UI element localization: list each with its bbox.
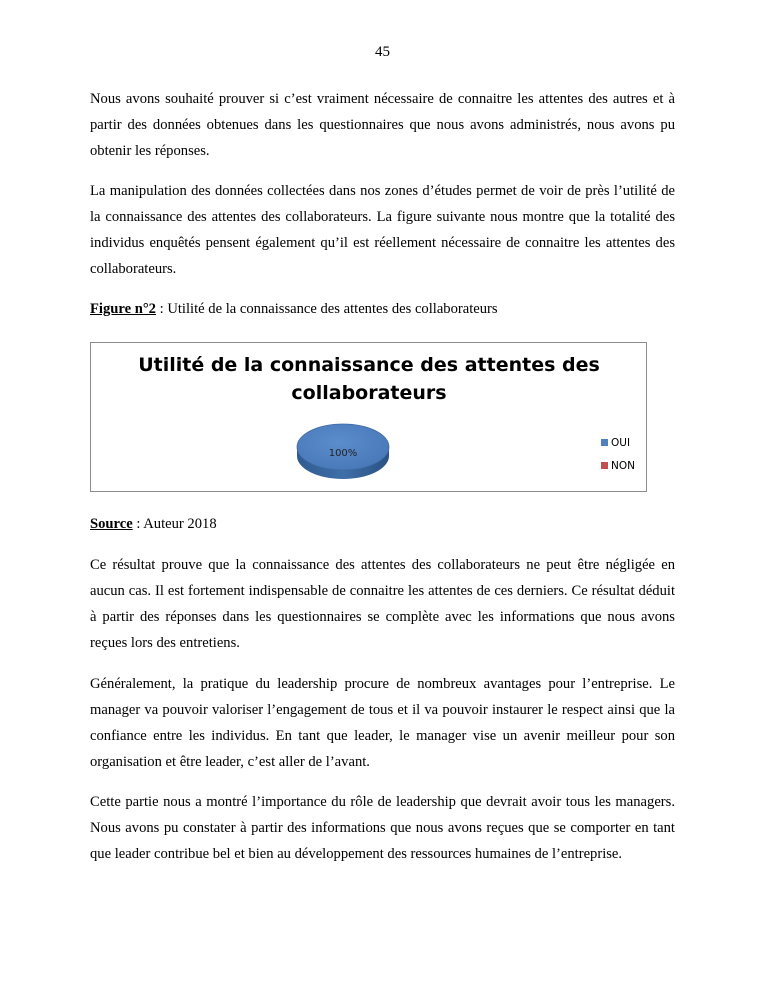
paragraph-3: Ce résultat prouve que la connaissance des attentes des collaborateurs ne peut être négligée en aucun cas. Il est fortement indispensable de connaitre les attentes de ces derniers. Ce résultat déduit à partir des réponses dans les questionnaires se complète avec les informations que nous avons reçues lors des entretiens. — [90, 557, 675, 651]
source-label: Source — [90, 516, 133, 532]
chart-title-line2: collaborateurs — [291, 382, 447, 404]
pie-chart — [90, 342, 647, 492]
legend-label-oui: OUI — [611, 436, 631, 449]
legend-item-oui — [601, 431, 635, 454]
chart-legend — [601, 431, 635, 477]
figure-caption — [90, 299, 675, 319]
legend-swatch-non — [601, 462, 608, 469]
legend-swatch-oui — [601, 439, 608, 446]
page-number: 45 — [375, 44, 390, 60]
legend-label-non: NON — [611, 459, 635, 472]
source-text: : Auteur 2018 — [132, 516, 217, 532]
paragraph-1: Nous avons souhaité prouver si c’est vraiment nécessaire de connaitre les attentes des autres et à partir des données obtenues dans les questionnaires que nous avons administrés, nous avons pu obtenir les réponses. — [90, 91, 675, 159]
paragraph-4: Généralement, la pratique du leadership procure de nombreux avantages pour l’entreprise. Le manager va pouvoir valoriser l’engagement de tous et il va pouvoir instaurer le respect ainsi que la confiance entre les individus. En tant que leader, le manager vise un avenir meilleur pour son organisation et être leader, c’est aller de l’avant. — [90, 676, 675, 770]
source-line — [90, 514, 675, 534]
pie-slice-oui — [297, 424, 389, 470]
figure-label: Figure n°2 — [90, 301, 156, 317]
pie-data-label: 100% — [328, 448, 358, 459]
paragraph-5: Cette partie nous a montré l’importance du rôle de leadership que devrait avoir tous les managers. Nous avons pu constater à partir des informations que nous avons reçues que se comporter en tant que leader contribue bel et bien au développement des ressources humaines de l’entreprise. — [90, 794, 675, 862]
paragraph-2: La manipulation des données collectées dans nos zones d’études permet de voir de près l’utilité de la connaissance des attentes des collaborateurs. La figure suivante nous montre que la totalité des individus enquêtés pensent également qu’il est réellement nécessaire de connaitre les attentes des collaborateurs. — [90, 183, 675, 277]
legend-item-non — [601, 454, 635, 477]
figure-caption-text: : Utilité de la connaissance des attentes des collaborateurs — [155, 301, 498, 317]
chart-title-line1: Utilité de la connaissance des attentes des — [138, 354, 600, 376]
pie-chart-svg — [91, 343, 647, 491]
